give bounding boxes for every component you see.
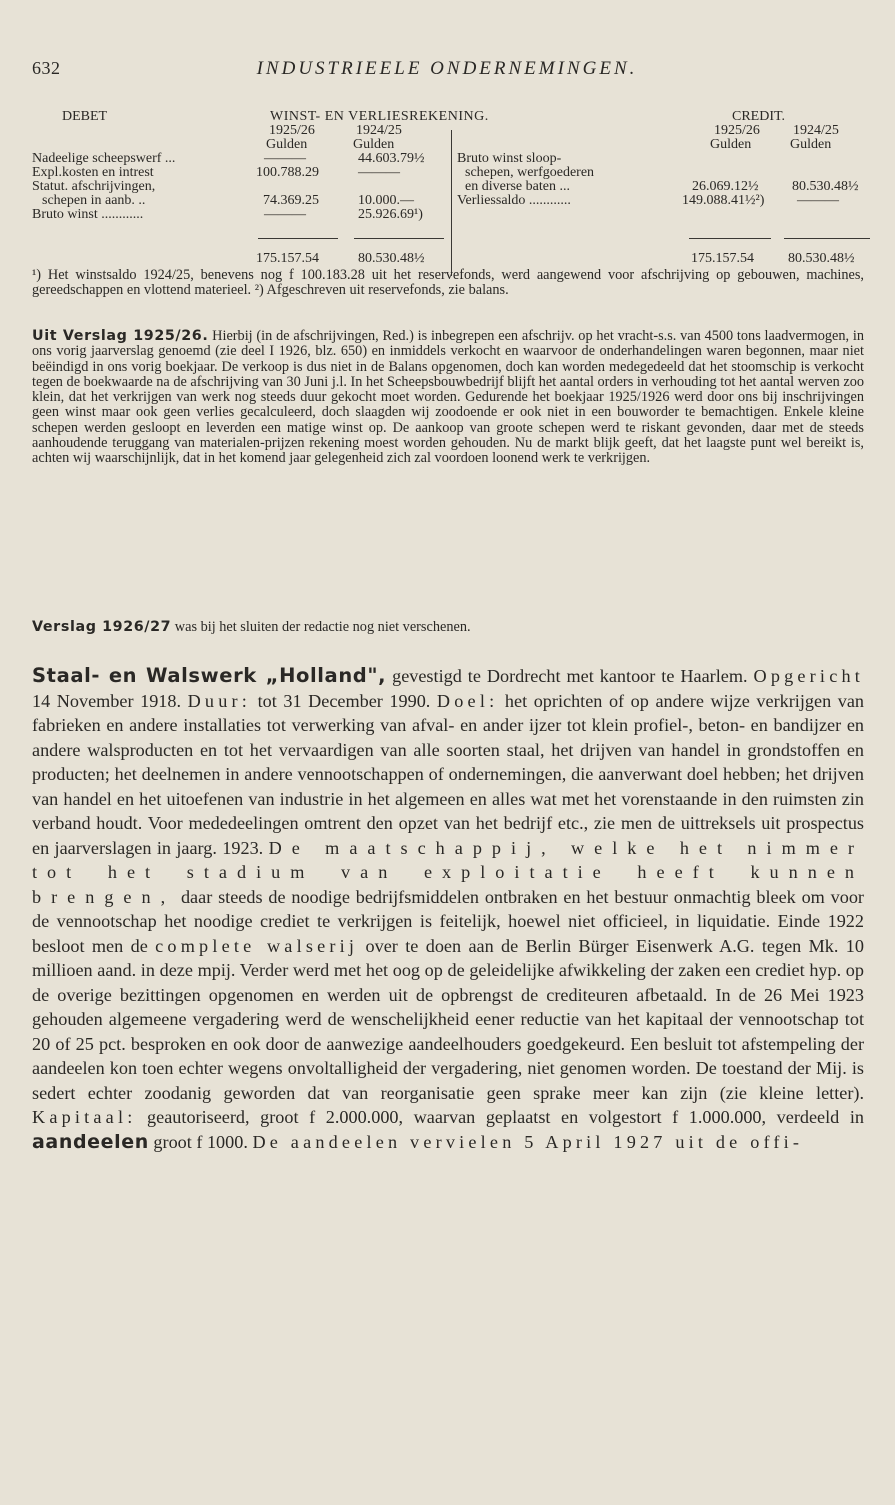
unit-right-1: Gulden xyxy=(710,137,752,152)
page-number: 632 xyxy=(32,58,61,78)
unit-left-2: Gulden xyxy=(353,137,395,152)
article-text: gevestigd te Dordrecht met kantoor te Haarlem. xyxy=(386,666,754,686)
debet-heading: DEBET xyxy=(62,109,108,124)
credit-row-value: ——— xyxy=(797,193,839,208)
article-text: het oprichten of op andere wijze verkrijgen van fabrieken en andere installaties tot verwerking van afval- en ander ijzer tot klein profiel-, beton- en bandijzer en andere walsproducten en tot het vervaardigen van alle soorten staal, het drijven van handel in grondstoffen en producten; het deelnemen in andere vennootschappen of ondernemingen, die aanverwant doel hebben; het drijven van handel en het uitoefenen van industrie in het algemeen en alles wat met het vorenstaande in den ruimsten zin verband houdt. Voor mededeelingen omtrent den opzet van het bedrijf etc., zie men de uittreksels uit prospectus en jaarverslagen in jaarg. 1923. xyxy=(32,690,865,858)
spaced-heading: Opgericht xyxy=(753,666,865,686)
credit-row-label: Verliessaldo ............ xyxy=(457,193,571,208)
page-header xyxy=(32,58,862,84)
company-name: Staal- en Walswerk „Holland", xyxy=(32,664,387,687)
total-right-2: 80.530.48½ xyxy=(788,251,855,266)
total-right-1: 175.157.54 xyxy=(691,251,754,266)
credit-heading: CREDIT. xyxy=(732,109,786,124)
article-text: daar steeds de noodige bedrijfsmiddelen ontbraken en het bestuur onmachtig bleek om voor de vennootschap het noodige crediet te verkrijgen is feitelijk, hoewel niet officieel, in liquidatie. Einde 1922 besloot men de xyxy=(32,886,864,956)
spaced-heading: Kapitaal: xyxy=(32,1107,137,1127)
total-rule xyxy=(354,238,444,239)
debit-row-value: 10.000.— xyxy=(358,193,414,208)
total-left-1: 175.157.54 xyxy=(256,251,319,266)
article-text: over te doen aan de Berlin Bürger Eisenwerk A.G. tegen Mk. 10 millioen aand. in deze mpij. Verder werd met het oog op de geleidelijke afwikkeling der zaken een crediet hyp. op de overige bezittingen opgenomen en werden uit de opbrengst de crediteuren afbetaald. In de 26 Mei 1923 gehouden algemeene vergadering werd de wenschelijkheid eener reductie van het kapitaal der vennootschap tot 20 of 25 pct. besproken en ook door de aanwezige aandeelhouders goedgekeurd. Een besluit tot afstempeling der aandeelen kon toen echter wegens onvoltalligheid der vergadering, niet genomen worden. De toestand der Mij. is sedert echter zoodanig geworden dat van reorganisatie geen sprake meer kan zijn (zie kleine letter). xyxy=(32,935,864,1103)
company-article xyxy=(32,664,864,1154)
profit-loss-account xyxy=(32,110,872,270)
debit-row-value: 44.603.79½ xyxy=(358,151,425,166)
unit-left-1: Gulden xyxy=(266,137,308,152)
report-lead: Verslag 1926/27 xyxy=(32,619,172,635)
account-footnotes xyxy=(32,268,864,299)
report-text: Hierbij (in de afschrijvingen, Red.) is inbegrepen een afschrijv. op het vracht-s.s. van 4500 tons laadvermogen, in ons vorig jaarverslag genoemd (zie deel I 1926, blz. 650) en inmiddels verkocht en waarvoor de onderhandelingen waren begonnen, maar niet beëindigd in ons vorig boekjaar. De verkoop is dus niet in de Balans opgenomen, doch kan worden medegedeeld dat het stoomschip is verkocht tegen de boekwaarde na de afschrijving van 30 Juni j.l. In het Scheepsbouwbedrijf blijft het aantal orders in verhouding tot het aantal werven zoo klein, dat het verkrijgen van werk nog steeds duur gekocht moet worden. Gedurende het boekjaar 1925/1926 werd door ons bij inschrijvingen geen winst maar ook geen verlies gecalculeerd, doch slaagden wij zoodoende er ook niet in een bouworder te bemachtigen. Enkele kleine schepen werden gesloopt en leverden een matige winst op. De aankoop van groote schepen werd te riskant gevonden, daar met de steeds aanhoudende teruggang van materialen-prijzen rekening moest worden gehouden. Nu de markt blijk geeft, dat het laagste punt wel bereikt is, achten wij waarschijnlijk, dat in het komend jaar gelegenheid zich zal voordoen loonend werk te verkrijgen. xyxy=(32,328,864,467)
spaced-heading: Doel: xyxy=(436,690,499,711)
credit-row-label: en diverse baten ... xyxy=(465,179,570,194)
report-text: was bij het sluiten der redactie nog niet verschenen. xyxy=(171,619,471,635)
report-1926-27 xyxy=(32,620,864,635)
debit-row-value: ——— xyxy=(264,207,306,222)
credit-row-value: 149.088.41½²) xyxy=(682,193,765,208)
center-rule xyxy=(451,130,452,276)
debit-row-label: schepen in aanb. .. xyxy=(42,193,146,208)
debit-row-label: Statut. afschrijvingen, xyxy=(32,179,156,194)
debit-row-label: Nadeelige scheepswerf ... xyxy=(32,151,176,166)
total-left-2: 80.530.48½ xyxy=(358,251,425,266)
debit-row-value: ——— xyxy=(358,165,400,180)
debit-row-value: 100.788.29 xyxy=(256,165,319,180)
year-left-1: 1925/26 xyxy=(269,123,315,138)
total-rule xyxy=(784,238,870,239)
running-title: INDUSTRIEELE ONDERNEMINGEN. xyxy=(256,58,638,79)
debit-row-value: 25.926.69¹) xyxy=(358,207,423,222)
spaced-text: complete walserij xyxy=(155,935,359,956)
debit-row-label: Bruto winst ............ xyxy=(32,207,144,222)
credit-row-label: Bruto winst sloop- xyxy=(457,151,562,166)
unit-right-2: Gulden xyxy=(790,137,832,152)
credit-row-value: 80.530.48½ xyxy=(792,179,859,194)
year-left-2: 1924/25 xyxy=(356,123,402,138)
spaced-text: De maatschappij, welke het nimmer tot het stadium van exploitatie heeft kunnen brengen, xyxy=(32,837,864,907)
debit-row-value: ——— xyxy=(264,151,306,166)
bold-term: aandeelen xyxy=(32,1130,149,1153)
article-text: tot 31 December 1990. xyxy=(251,690,437,711)
article-text: groot f 1000. xyxy=(148,1131,253,1152)
debit-row-value: 74.369.25 xyxy=(263,193,319,208)
spaced-heading: Duur: xyxy=(187,690,252,711)
footnote-text: ¹) Het winstsaldo 1924/25, benevens nog f 100.183.28 uit het reservefonds, werd aangewend voor afschrijving op gebouwen, machines, gereedschappen en vlottend materieel. ²) Afgeschreven uit reservefonds, zie balans. xyxy=(32,267,864,299)
account-title: WINST- EN VERLIESREKENING. xyxy=(270,109,489,124)
total-rule xyxy=(258,238,338,239)
year-right-2: 1924/25 xyxy=(793,123,839,138)
report-1925-26 xyxy=(32,329,864,467)
total-rule xyxy=(689,238,771,239)
article-text: 14 November 1918. xyxy=(32,690,188,711)
report-lead: Uit Verslag 1925/26. xyxy=(32,328,209,344)
year-right-1: 1925/26 xyxy=(714,123,760,138)
article-text: geautoriseerd, groot f 2.000.000, waarvan geplaatst en volgestort f 1.000.000, verdeeld in xyxy=(136,1107,864,1127)
credit-row-value: 26.069.12½ xyxy=(692,179,759,194)
debit-row-label: Expl.kosten en intrest xyxy=(32,165,154,180)
spaced-text: De aandeelen vervielen 5 April 1927 uit de offi- xyxy=(252,1131,804,1152)
credit-row-label: schepen, werfgoederen xyxy=(465,165,595,180)
